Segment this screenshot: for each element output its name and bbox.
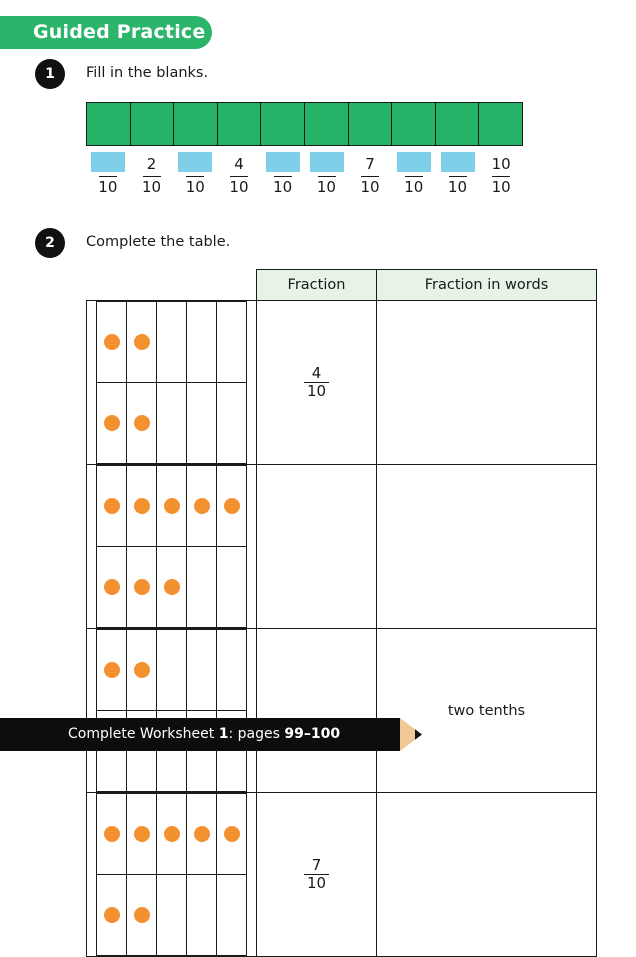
fraction-label (261, 152, 305, 200)
ten-frame-square (97, 383, 127, 464)
tenths-strip (86, 102, 523, 146)
ten-frame-cell (87, 465, 257, 629)
ten-frame-square (157, 383, 187, 464)
footer-bar (0, 718, 400, 751)
ten-frame-square (187, 630, 217, 711)
fraction-bar (449, 176, 467, 177)
header-blank (87, 270, 257, 301)
ten-frame-square (97, 466, 127, 547)
ten-frame-square (127, 466, 157, 547)
counter-dot-icon (104, 826, 120, 842)
section-banner (0, 16, 212, 49)
section-title: Guided Practice (33, 21, 206, 43)
counter-dot-icon (134, 415, 150, 431)
fraction-label (436, 152, 480, 200)
numerator: 4 (234, 155, 244, 173)
fraction-label (392, 152, 436, 200)
denominator: 10 (360, 178, 380, 196)
ten-frame-square (97, 630, 127, 711)
ten-frame-square (127, 875, 157, 956)
footer-text: Complete Worksheet 1: pages 99–100 (68, 726, 341, 742)
ten-frame (96, 629, 247, 792)
fraction-bar (186, 176, 204, 177)
fraction-label (348, 152, 392, 200)
ten-frame-square (157, 875, 187, 956)
ten-frame-square (127, 302, 157, 383)
ten-frame-square (127, 630, 157, 711)
fraction-value (304, 857, 329, 893)
fraction-bar (143, 176, 161, 177)
numerator: 2 (146, 155, 157, 173)
counter-dot-icon (104, 334, 120, 350)
answer-table (86, 269, 597, 957)
fraction-label (86, 152, 130, 200)
ten-frame-square (217, 466, 247, 547)
counter-dot-icon (104, 662, 120, 678)
question-2-number: 2 (35, 228, 65, 258)
ten-frame-square (187, 875, 217, 956)
ten-frame-cell (87, 629, 257, 793)
numerator-blank[interactable] (91, 152, 125, 172)
table-row (87, 301, 597, 465)
ten-frame-square (187, 547, 217, 628)
counter-dot-icon (104, 415, 120, 431)
ten-frame-square (187, 302, 217, 383)
ten-frame-square (97, 794, 127, 875)
counter-dot-icon (134, 662, 150, 678)
ten-frame-square (97, 547, 127, 628)
ten-frame-square (217, 383, 247, 464)
counter-dot-icon (134, 498, 150, 514)
fraction-label (479, 152, 523, 200)
ten-frame (96, 301, 247, 464)
table-row (87, 629, 597, 793)
fraction-bar (99, 176, 117, 177)
strip-part (131, 103, 175, 145)
numerator-blank[interactable] (441, 152, 475, 172)
table-row (87, 793, 597, 957)
denominator: 10 (404, 178, 424, 196)
fraction-bar (405, 176, 423, 177)
fraction-cell[interactable] (257, 629, 377, 793)
fraction-words-cell[interactable] (377, 793, 597, 957)
numerator: 4 (304, 365, 329, 383)
table-row (87, 465, 597, 629)
ten-frame-square (217, 794, 247, 875)
fraction-words-cell: two tenths (377, 629, 597, 793)
strip-part (479, 103, 522, 145)
ten-frame-square (217, 875, 247, 956)
ten-frame (96, 465, 247, 628)
denominator: 10 (229, 178, 249, 196)
ten-frame-square (157, 547, 187, 628)
denominator: 10 (98, 178, 118, 196)
numerator-blank[interactable] (310, 152, 344, 172)
header-fraction: Fraction (257, 270, 377, 301)
ten-frame-square (217, 630, 247, 711)
denominator: 10 (316, 178, 336, 196)
counter-dot-icon (164, 498, 180, 514)
ten-frame-square (157, 630, 187, 711)
denominator: 10 (273, 178, 293, 196)
ten-frame-square (217, 302, 247, 383)
counter-dot-icon (194, 498, 210, 514)
strip-part (436, 103, 480, 145)
fraction-cell (257, 301, 377, 465)
counter-dot-icon (104, 498, 120, 514)
fraction-words-cell[interactable] (377, 465, 597, 629)
strip-part (305, 103, 349, 145)
pencil-tip-icon (400, 718, 430, 751)
question-1-instruction: Fill in the blanks. (86, 65, 209, 81)
fraction-bar (230, 176, 248, 177)
counter-dot-icon (224, 498, 240, 514)
fraction-label (217, 152, 261, 200)
ten-frame-square (187, 794, 217, 875)
denominator: 10 (306, 874, 327, 892)
fraction-bar (361, 176, 379, 177)
numerator: 7 (365, 155, 375, 173)
counter-dot-icon (134, 907, 150, 923)
fraction-cell (257, 793, 377, 957)
ten-frame-square (157, 794, 187, 875)
counter-dot-icon (104, 579, 120, 595)
ten-frame-square (187, 383, 217, 464)
fraction-cell[interactable] (257, 465, 377, 629)
ten-frame-square (127, 383, 157, 464)
strip-part (87, 103, 131, 145)
ten-frame (96, 793, 247, 956)
numerator: 7 (304, 857, 329, 875)
fraction-bar (492, 176, 510, 177)
numerator-blank[interactable] (178, 152, 212, 172)
fraction-label (130, 152, 174, 200)
fraction-labels (86, 152, 523, 200)
fraction-bar (318, 176, 336, 177)
fraction-bar (274, 176, 292, 177)
question-2-instruction: Complete the table. (86, 234, 231, 250)
ten-frame-square (97, 875, 127, 956)
denominator: 10 (447, 178, 468, 196)
ten-frame-cell (87, 301, 257, 465)
strip-part (349, 103, 393, 145)
denominator: 10 (142, 178, 162, 196)
ten-frame-square (187, 466, 217, 547)
fraction-value (304, 365, 329, 401)
ten-frame-cell (87, 793, 257, 957)
ten-frame-square (127, 794, 157, 875)
fraction-label (305, 152, 349, 200)
fraction-label (173, 152, 217, 200)
ten-frame-square (157, 466, 187, 547)
ten-frame-square (157, 302, 187, 383)
numerator-blank[interactable] (397, 152, 431, 172)
counter-dot-icon (104, 907, 120, 923)
counter-dot-icon (164, 579, 180, 595)
denominator: 10 (306, 382, 327, 400)
ten-frame-square (127, 547, 157, 628)
question-1-number: 1 (35, 59, 65, 89)
ten-frame-square (217, 547, 247, 628)
numerator: 10 (491, 155, 511, 173)
counter-dot-icon (194, 826, 210, 842)
denominator: 10 (185, 178, 205, 196)
strip-part (392, 103, 436, 145)
counter-dot-icon (134, 826, 150, 842)
counter-dot-icon (134, 334, 150, 350)
fraction-words-cell[interactable] (377, 301, 597, 465)
strip-part (261, 103, 305, 145)
strip-part (174, 103, 218, 145)
denominator: 10 (491, 178, 511, 196)
strip-part (218, 103, 262, 145)
counter-dot-icon (164, 826, 180, 842)
counter-dot-icon (224, 826, 240, 842)
numerator-blank[interactable] (266, 152, 300, 172)
header-fraction-in-words: Fraction in words (377, 270, 597, 301)
counter-dot-icon (134, 579, 150, 595)
ten-frame-square (97, 302, 127, 383)
